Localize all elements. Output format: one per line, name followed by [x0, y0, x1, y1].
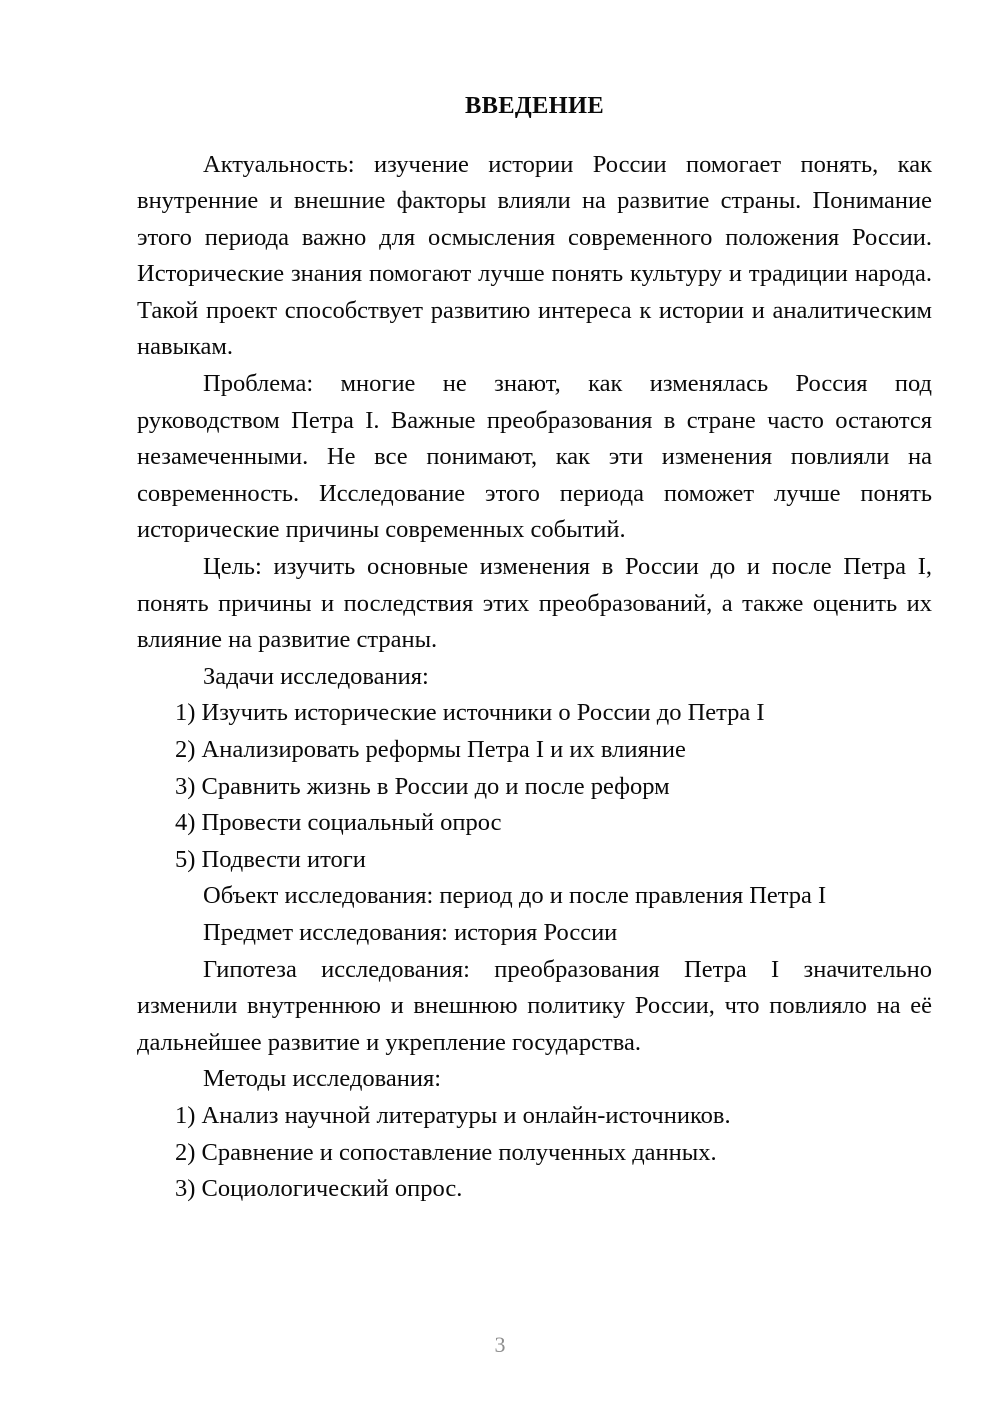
list-item: 3) Социологический опрос. [175, 1175, 463, 1203]
section-label-object: Объект исследования: период до и после правления Петра I [203, 882, 827, 910]
section-label-methods-heading: Методы исследования: [203, 1065, 442, 1093]
list-item: 2) Сравнение и сопоставление полученных данных. [175, 1138, 717, 1166]
paragraph-hypothesis: Гипотеза исследования: преобразования Петра I значительно изменили внутреннюю и внешнюю политику России, что повлияло на её дальнейшее развитие и укрепление государства. [137, 955, 932, 1056]
paragraph-relevance: Актуальность: изучение истории России помогает понять, как внутренние и внешние факторы влияли на развитие страны. Понимание этого периода важно для осмысления современного положения России. Исторические знания помогают лучше понять культуру и традиции народа. Такой проект способствует развитию интереса к истории и аналитическим навыкам. [137, 150, 932, 361]
page-title: ВВЕДЕНИЕ [464, 92, 605, 119]
paragraph-problem: Проблема: многие не знают, как изменялась Россия под руководством Петра I. Важные преобразования в стране часто остаются незамеченными. Не все понимают, как эти изменения повлияли на современность. Исследование этого периода поможет лучше понять исторические причины современных событий. [137, 370, 932, 544]
document-blocks [137, 147, 932, 1208]
list-item: 1) Изучить исторические источники о России до Петра I [175, 699, 765, 727]
document-body [137, 88, 932, 1208]
list-item: 3) Сравнить жизнь в России до и после реформ [175, 772, 670, 800]
page-number: 3 [494, 1332, 506, 1357]
paragraph-goal: Цель: изучить основные изменения в России до и после Петра I, понять причины и последствия этих преобразований, а также оценить их влияние на развитие страны. [137, 553, 932, 654]
section-label-tasks-heading: Задачи исследования: [203, 662, 429, 690]
section-label-subject: Предмет исследования: история России [203, 918, 618, 946]
list-item: 4) Провести социальный опрос [175, 809, 502, 837]
list-item: 5) Подвести итоги [175, 845, 366, 873]
list-item: 1) Анализ научной литературы и онлайн-источников. [175, 1101, 731, 1129]
list-item: 2) Анализировать реформы Петра I и их влияние [175, 736, 686, 763]
